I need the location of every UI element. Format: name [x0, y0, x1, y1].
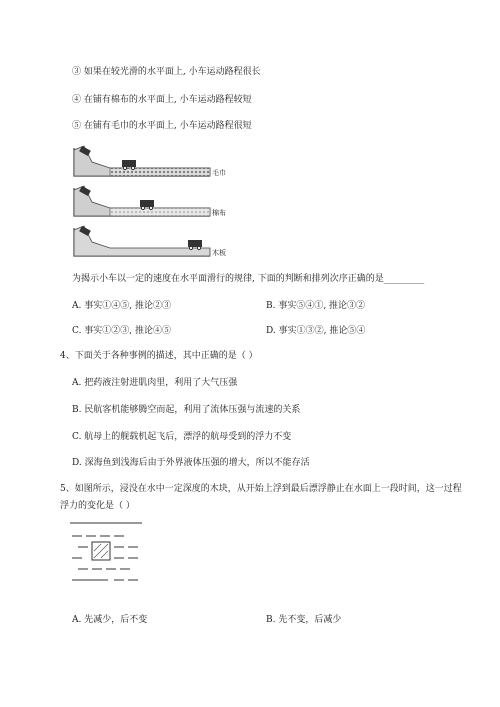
q3-option-c: C. 事实①②③, 推论④⑤ — [72, 326, 172, 336]
q4-option-d: D. 深海鱼到浅海后由于外界液体压强的增大，所以不能存活 — [72, 458, 310, 468]
q3-option-a: A. 事实①④⑤, 推论②③ — [72, 301, 171, 311]
statement-3: ③ 如果在较光滑的水平面上, 小车运动路程很长 — [72, 67, 261, 77]
label-cotton: 棉布 — [212, 209, 226, 217]
q4-option-b: B. 民航客机能够腾空而起，利用了流体压强与流速的关系 — [72, 405, 301, 415]
panel-wood — [74, 226, 210, 256]
label-wood: 木板 — [212, 249, 226, 257]
panel-cotton — [74, 186, 210, 216]
statement-5: ⑤ 在铺有毛巾的水平面上, 小车运动路程很短 — [72, 121, 252, 131]
q3-option-d: D. 事实①③②, 推论⑤④ — [266, 326, 366, 336]
statement-4: ④ 在铺有棉布的水平面上, 小车运动路程较短 — [72, 95, 252, 105]
label-towel: 毛巾 — [212, 169, 226, 177]
wooden-block — [92, 542, 110, 560]
q5-option-a: A. 先减少，后不变 — [72, 615, 148, 625]
water-block-figure — [68, 518, 148, 594]
q5-option-b: B. 先不变，后减少 — [266, 615, 342, 625]
q5-stem-line2: 浮力的变化是（ ） — [60, 501, 135, 511]
q4-option-c: C. 航母上的舰载机起飞后，漂浮的航母受到的浮力不变 — [72, 432, 292, 442]
q4-stem: 4、下面关于各种事例的描述，其中正确的是（ ） — [60, 351, 258, 361]
panel-towel — [74, 146, 210, 176]
incline-experiment-figure — [70, 142, 240, 262]
q3-stem: 为揭示小车以一定的速度在水平面滑行的规律, 下面的判断和排列次序正确的是_________ — [72, 274, 425, 284]
q4-option-a: A. 把药液注射进肌肉里，利用了大气压强 — [72, 378, 238, 388]
q3-option-b: B. 事实⑤④①, 推论③② — [266, 301, 366, 311]
q5-stem-line1: 5、如图所示，浸没在水中一定深度的木块，从开始上浮到最后漂浮静止在水面上一段时间，这一过程 — [60, 484, 462, 494]
